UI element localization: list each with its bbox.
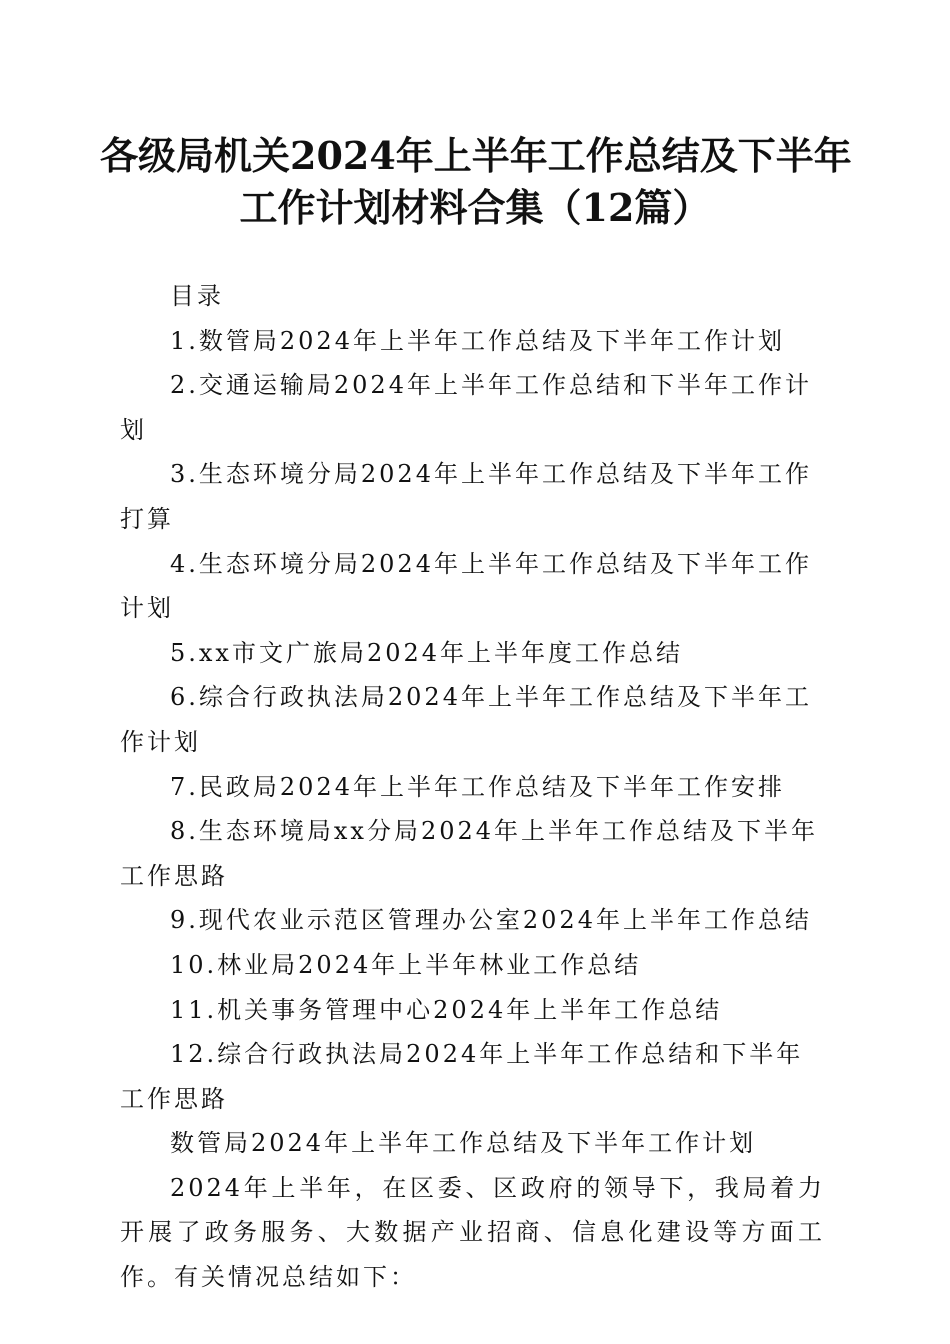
document-body bbox=[120, 274, 825, 1300]
toc-item: 6.综合行政执法局2024年上半年工作总结及下半年工作计划 bbox=[120, 683, 812, 756]
section-heading: 数管局2024年上半年工作总结及下半年工作计划 bbox=[170, 1129, 757, 1158]
toc-item: 5.xx市文广旅局2024年上半年度工作总结 bbox=[170, 638, 684, 667]
toc-item: 9.现代农业示范区管理办公室2024年上半年工作总结 bbox=[170, 906, 812, 935]
toc-item: 3.生态环境分局2024年上半年工作总结及下半年工作打算 bbox=[120, 460, 812, 533]
toc-item: 10.林业局2024年上半年林业工作总结 bbox=[170, 950, 642, 979]
toc-item: 2.交通运输局2024年上半年工作总结和下半年工作计划 bbox=[120, 371, 812, 444]
toc-item: 11.机关事务管理中心2024年上半年工作总结 bbox=[170, 995, 723, 1024]
toc-heading: 目录 bbox=[170, 282, 224, 310]
toc-item: 4.生态环境分局2024年上半年工作总结及下半年工作计划 bbox=[120, 549, 812, 623]
document-title bbox=[100, 130, 850, 234]
toc-item: 8.生态环境局xx分局2024年上半年工作总结及下半年工作思路 bbox=[120, 817, 819, 890]
title-line-2: 工作计划材料合集（12篇） bbox=[239, 185, 711, 230]
title-line-1: 各级局机关2024年上半年工作总结及下半年 bbox=[100, 133, 852, 178]
toc-item: 1.数管局2024年上半年工作总结及下半年工作计划 bbox=[170, 326, 785, 355]
toc-item: 12.综合行政执法局2024年上半年工作总结和下半年工作思路 bbox=[120, 1040, 804, 1113]
toc-item: 7.民政局2024年上半年工作总结及下半年工作安排 bbox=[170, 772, 785, 801]
intro-paragraph: 2024年上半年，在区委、区政府的领导下，我局着力开展了政务服务、大数据产业招商、信息化建设等方面工作。有关情况总结如下： bbox=[120, 1173, 825, 1292]
